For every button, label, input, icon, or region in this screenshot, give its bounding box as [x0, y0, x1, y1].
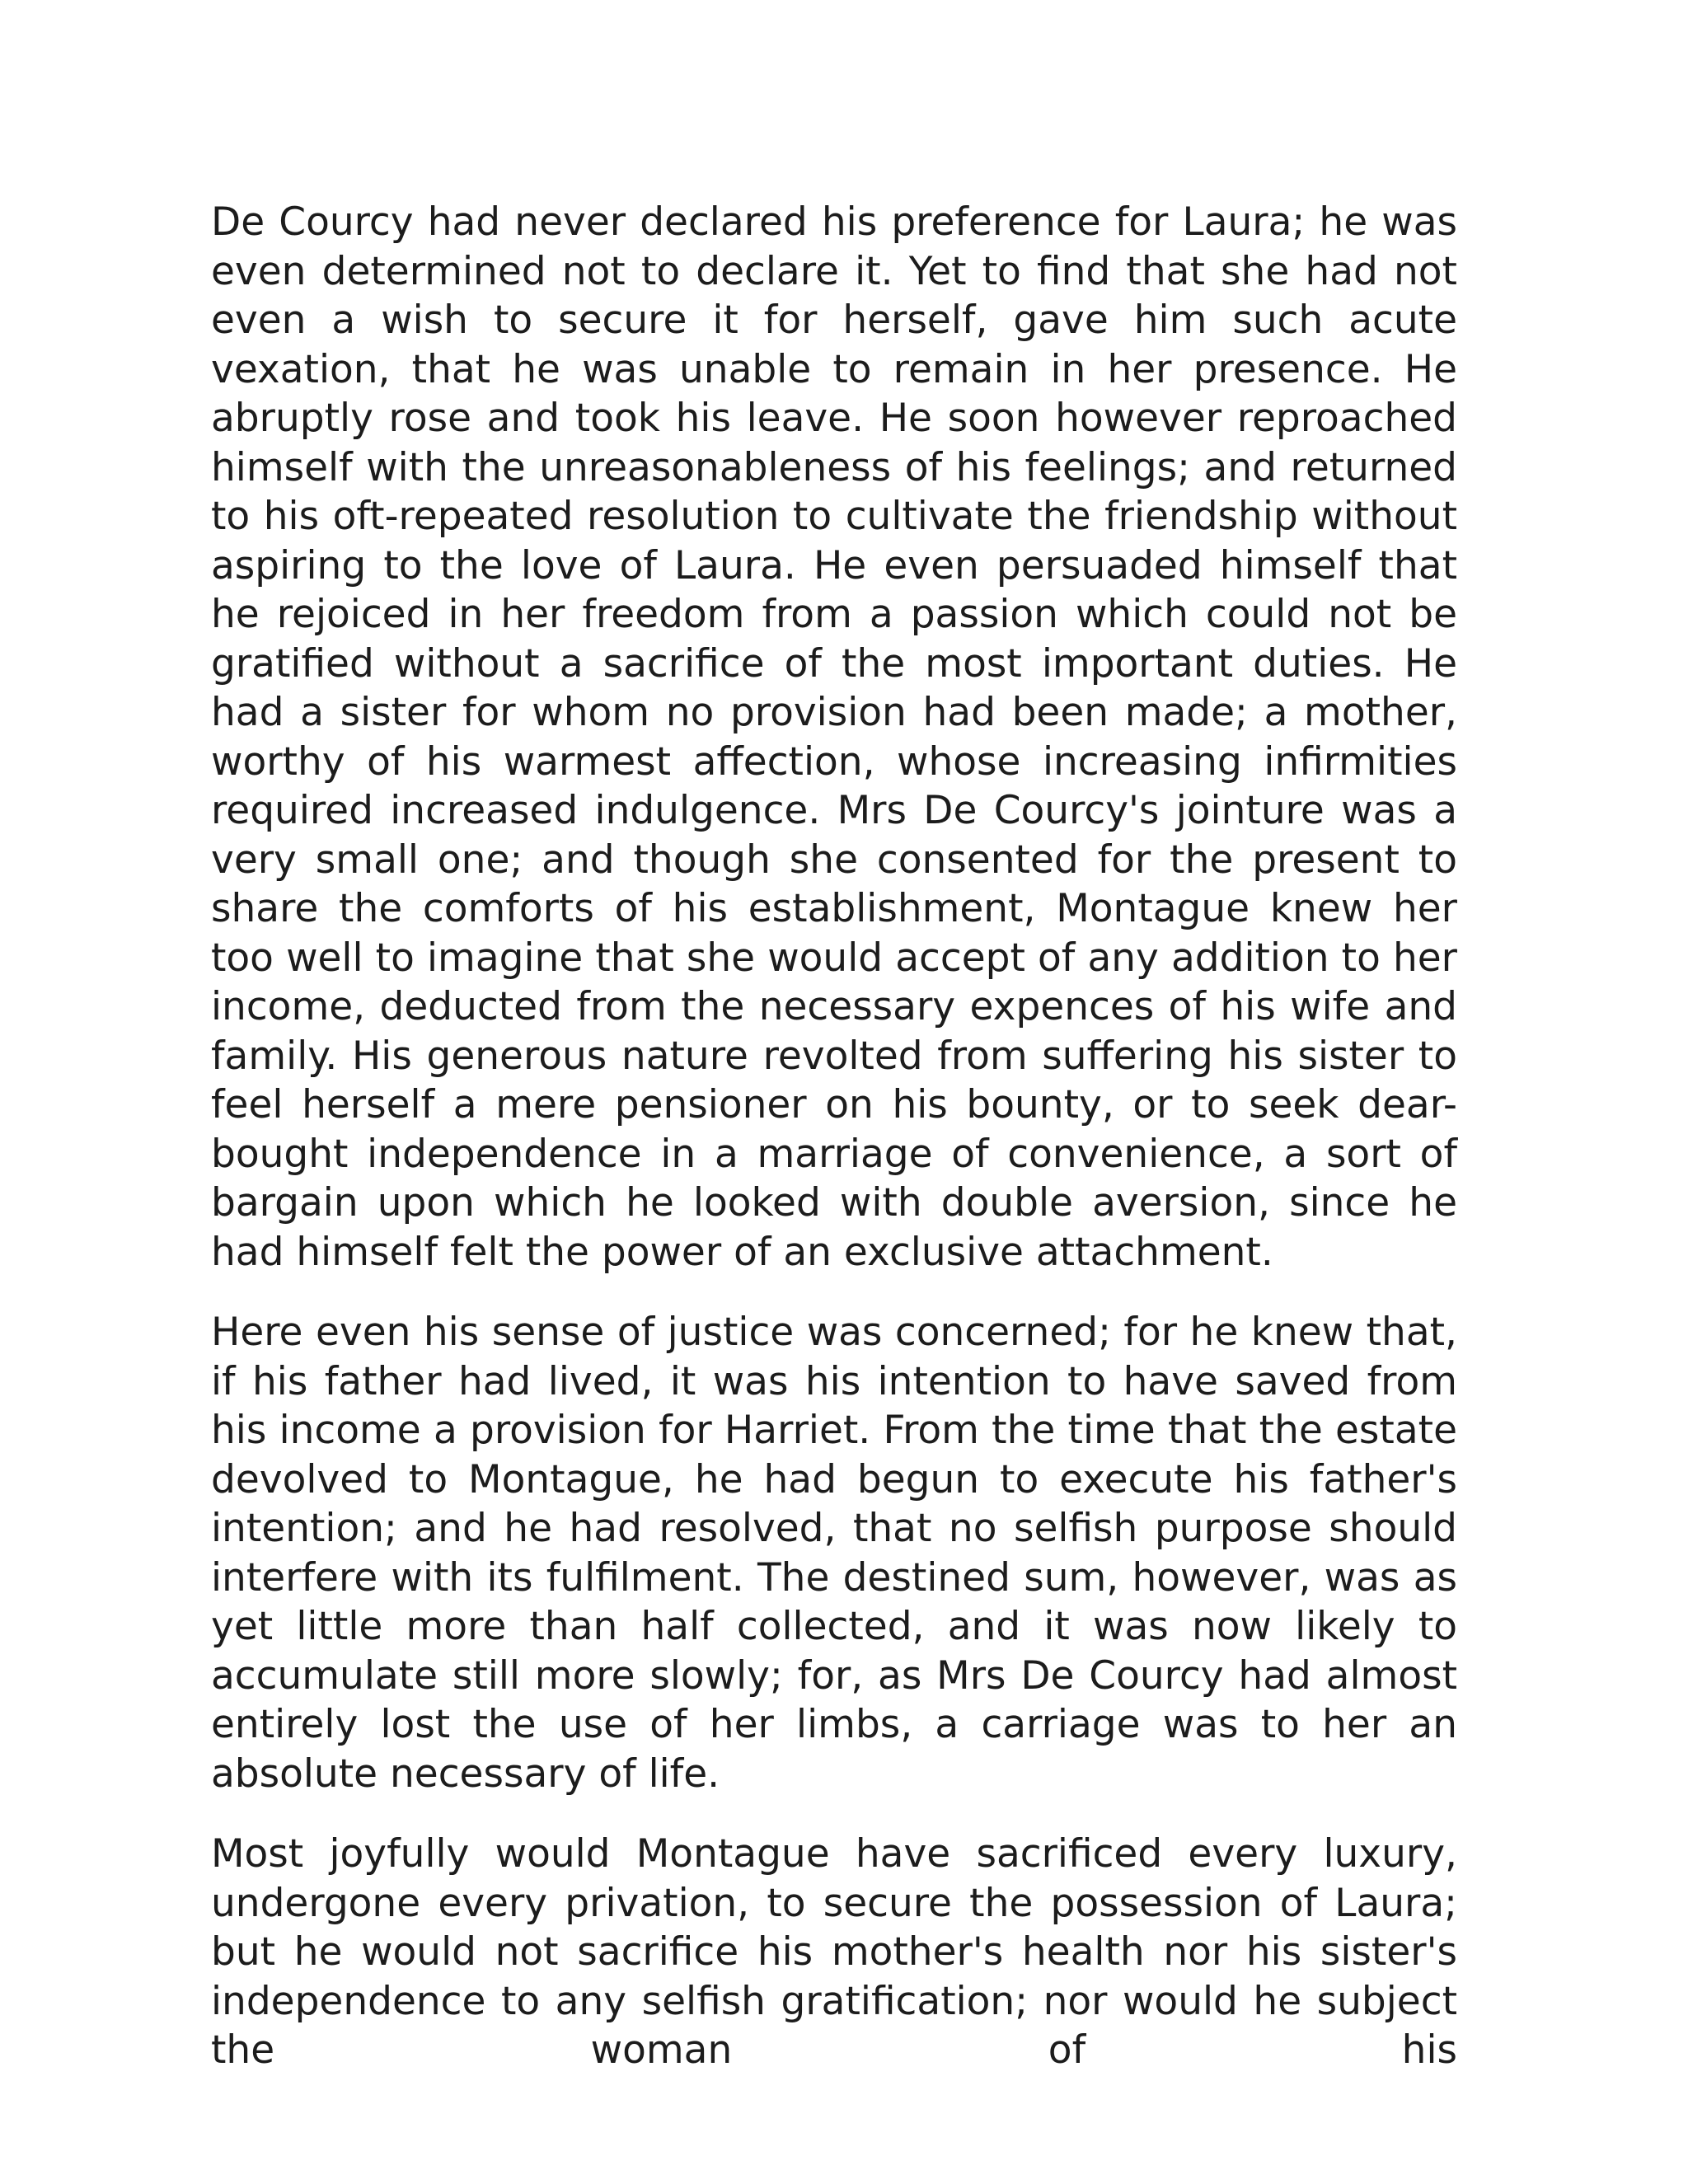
paragraph-3: Most joyfully would Montague have sacrificed every luxury, undergone every privation, to secure the possession of Laura; but he would not sacrifice his mother's health nor his sister's independence to any selfish gratification; nor would he subject the woman of his [211, 1831, 1457, 2073]
paragraph-2: Here even his sense of justice was concerned; for he knew that, if his father had lived, it was his intention to have saved from his income a provision for Harriet. From the time that the estate devolved to Montague, he had begun to execute his father's intention; and he had resolved, that no selfish purpose should interfere with its fulfilment. The destined sum, however, was as yet little more than half collected, and it was now likely to accumulate still more slowly; for, as Mrs De Courcy had almost entirely lost the use of her limbs, a carriage was to her an absolute necessary of life. [211, 1310, 1457, 1797]
body-text [211, 198, 1457, 2107]
paragraph-1: De Courcy had never declared his preference for Laura; he was even determined not to declare it. Yet to find that she had not even a wish to secure it for herself, gave him such acute vexation, that he was unable to remain in her presence. He abruptly rose and took his leave. He soon however reproached himself with the unreasonableness of his feelings; and returned to his oft-repeated resolution to cultivate the friendship without aspiring to the love of Laura. He even persuaded himself that he rejoiced in her freedom from a passion which could not be gratified without a sacrifice of the most important duties. He had a sister for whom no provision had been made; a mother, worthy of his warmest affection, whose increasing infirmities required increased indulgence. Mrs De Courcy's jointure was a very small one; and though she consented for the present to share the comforts of his establishment, Montague knew her too well to imagine that she would accept of any addition to her income, deducted from the necessary expences of his wife and family. His generous nature revolted from suffering his sister to feel herself a mere pensioner on his bounty, or to seek dear-bought independence in a marriage of convenience, a sort of bargain upon which he looked with double aversion, since he had himself felt the power of an exclusive attachment. [211, 199, 1457, 1275]
